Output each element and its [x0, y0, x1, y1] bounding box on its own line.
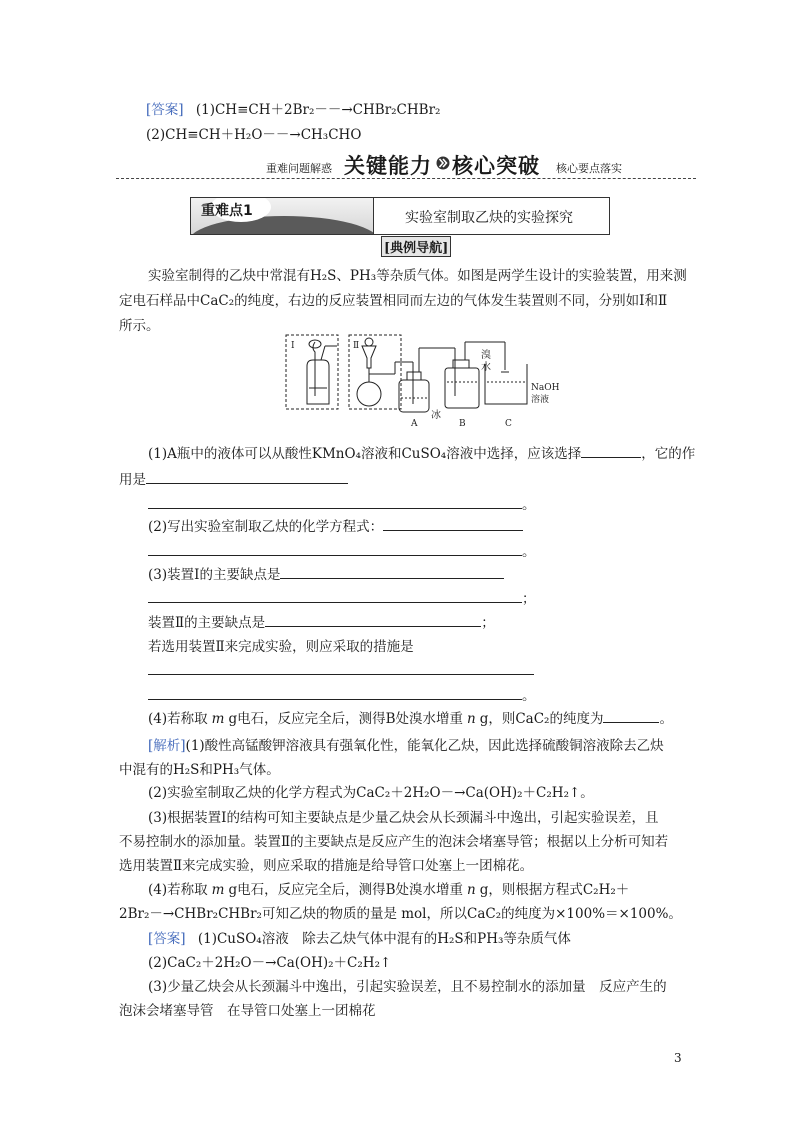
beaker-C — [485, 364, 527, 404]
answer-line3: (3)少量乙炔会从长颈漏斗中逸出，引起实验误差，且不易控制水的添加量 反应产生的 — [148, 979, 667, 995]
answer-line2: (2)CaC₂＋2H₂O－→Ca(OH)₂＋C₂H₂↑ — [148, 955, 392, 971]
label-bromine-2: 水 — [481, 362, 491, 373]
page-number: 3 — [674, 1051, 682, 1065]
section-divider — [116, 178, 696, 179]
section-header-title-b: 核心突破 — [452, 154, 540, 178]
apparatus-I-flask — [307, 360, 329, 404]
top-answer-line1: [答案] (1)CH≡CH＋2Br₂－－→CHBr₂CHBr₂ — [146, 102, 441, 118]
section-header-right: 核心要点落实 — [556, 162, 622, 175]
answer-blank — [280, 564, 504, 579]
section-header-left: 重难问题解惑 — [266, 162, 332, 175]
double-chevron-icon — [436, 155, 450, 171]
analysis-line4: (3)根据装置Ⅰ的结构可知主要缺点是少量乙炔会从长颈漏斗中逸出，引起实验误差，且 — [148, 810, 659, 826]
apparatus-II-funnel — [362, 346, 376, 368]
analysis-line6: 选用装置Ⅱ来完成实验，则应采取的措施是给导管口处塞上一团棉花。 — [119, 858, 534, 874]
question-4: (4)若称取 m g电石，反应完全后，测得B处溴水增重 n g，则CaC₂的纯度为 。 — [148, 707, 673, 727]
answer-blank — [383, 516, 523, 531]
question-3: (3)装置Ⅰ的主要缺点是 — [148, 563, 504, 583]
answer-line1: [答案] (1)CuSO₄溶液 除去乙炔气体中混有的H₂S和PH₃等杂质气体 — [148, 931, 571, 947]
bottle-B — [445, 368, 479, 408]
label-I: Ⅰ — [291, 341, 295, 351]
answer-blank — [148, 685, 522, 700]
answer-label: [答案] — [146, 102, 184, 118]
question-3-line: ； — [148, 587, 536, 607]
answer-blank — [146, 469, 348, 484]
label-ice: 冰 — [431, 410, 441, 421]
answer-blank — [148, 494, 522, 509]
analysis-line5: 不易控制水的添加量。装置Ⅱ的主要缺点是反应产生的泡沫会堵塞导管；根据以上分析可知若 — [119, 834, 669, 850]
label-C: C — [505, 419, 512, 429]
top-answer-line2: (2)CH≡CH＋H₂O－－→CH₃CHO — [146, 127, 362, 143]
answer-blank — [581, 443, 641, 458]
label-II: Ⅱ — [353, 341, 360, 351]
label-A: A — [411, 419, 418, 429]
question-3-device-II: 装置Ⅱ的主要缺点是 ； — [148, 611, 495, 631]
analysis-line7: (4)若称取 m g电石，反应完全后，测得B处溴水增重 n g，则根据方程式C₂H₂＋ — [148, 882, 630, 898]
analysis-line2: 中混有的H₂S和PH₃气体。 — [119, 762, 280, 778]
answer-line4: 泡沫会堵塞导管 在导管口处塞上一团棉花 — [119, 1003, 376, 1019]
analysis-line1: [解析](1)酸性高锰酸钾溶液具有强氧化性，能氧化乙炔，因此选择硫酸铜溶液除去乙炔 — [148, 738, 664, 754]
example-tag: [典例导航] — [381, 236, 451, 257]
analysis-line8: 2Br₂－→CHBr₂CHBr₂可知乙炔的物质的量是 mol，所以CaC₂的纯度为×100%＝×100%。 — [119, 906, 682, 922]
question-1-cont: 用是 — [119, 468, 348, 488]
analysis-line3: (2)实验室制取乙炔的化学方程式为CaC₂＋2H₂O－→Ca(OH)₂＋C₂H₂↑。 — [148, 785, 594, 801]
key-point-box — [190, 197, 610, 235]
question-3-measure: 若选用装置Ⅱ来完成实验，则应采取的措施是 — [148, 639, 414, 655]
label-naoh-2: 溶液 — [531, 395, 550, 405]
answer-blank — [148, 660, 534, 675]
question-1: (1)A瓶中的液体可以从酸性KMnO₄溶液和CuSO₄溶液中选择，应该选择 ，它的作 — [148, 442, 695, 462]
answer-blank — [265, 612, 481, 627]
key-point-tag-area — [191, 198, 374, 234]
answer-blank — [148, 588, 522, 603]
intro-line3: 所示。 — [119, 318, 160, 334]
answer-blank — [148, 541, 522, 556]
question-3-line2 — [148, 660, 534, 679]
question-2: (2)写出实验室制取乙炔的化学方程式： — [148, 515, 523, 535]
intro-line2: 定电石样品中CaC₂的纯度，右边的反应装置相同而左边的气体发生装置则不同，分别如Ⅰ和Ⅱ — [119, 293, 668, 309]
intro-line1: 实验室制得的乙炔中常混有H₂S、PH₃等杂质气体。如图是两学生设计的实验装置，用来测 — [148, 268, 687, 284]
bottle-A — [399, 380, 429, 412]
question-1-line: 。 — [148, 493, 536, 513]
section-header-title-a: 关键能力 — [344, 154, 432, 178]
label-bromine-1: 溴 — [481, 350, 491, 361]
apparatus-II-flask — [357, 382, 381, 406]
question-3-line3: 。 — [148, 684, 536, 704]
apparatus-figure — [285, 334, 575, 434]
label-B: B — [459, 419, 466, 429]
key-point-tag: 重难点1 — [201, 203, 253, 219]
question-2-line: 。 — [148, 540, 536, 560]
analysis-label: [解析] — [148, 738, 186, 754]
answer-blank — [603, 708, 659, 723]
answer-label: [答案] — [148, 931, 186, 947]
label-naoh-1: NaOH — [531, 383, 560, 393]
key-point-title: 实验室制取乙炔的实验探究 — [405, 210, 573, 226]
